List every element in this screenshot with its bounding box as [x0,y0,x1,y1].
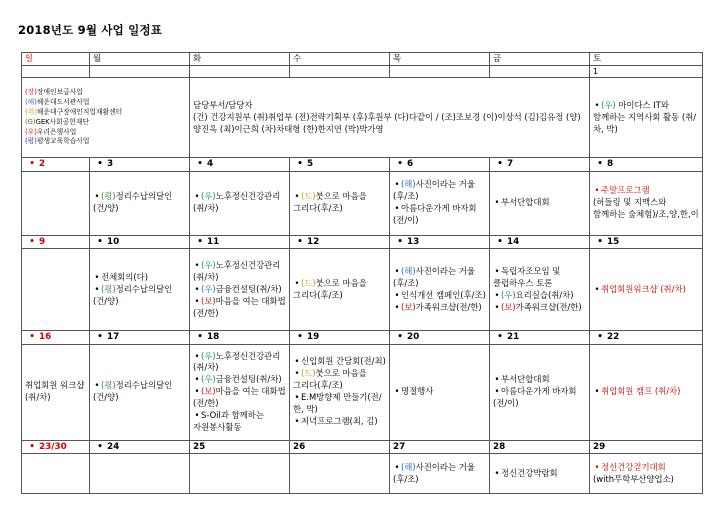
page-title: 2018년도 9월 사업 일정표 [18,23,163,37]
event-item: • (드)붓으로 마음을 그리다(후/조) [293,191,367,214]
event-item: • (해)사진이라는 거울(후/조) [393,461,475,484]
event-item: • 취업회원 캠프 (취/차) [594,386,681,397]
event-item: • (보)가족워크샵(전/한) [494,301,582,312]
day-number: • 13 [390,235,490,248]
day-number: • 3 [90,158,190,171]
weekday-header-sat: 토 [590,53,703,66]
event-item: 취업회원 워크샵 (취/차) [25,380,85,403]
legend-item: (위)해운대구장애인직업재활센터 [25,107,123,116]
event-item: • 명절행사 [394,386,434,397]
event-cell [490,344,590,440]
day-number: • 19 [290,331,390,344]
event-item: • 아름다운가게 바자회(전/이) [493,386,577,409]
event-item: • (우)금융컨설팅(취/차) [194,283,282,294]
event-cell [90,171,190,235]
event-item: • 아름다운가게 바자회(전/이) [393,203,477,226]
event-item: • (드)붓으로 마음을 그리다(후/조) [293,368,367,391]
event-cell [590,344,703,440]
day-number: 25 [190,440,290,453]
weekday-header-thu: 목 [390,53,490,66]
event-item: • (우)요리실습(취/차) [494,289,574,300]
week1-number-row [22,158,703,171]
staff-text: (건) 건강지원부 (취)취업부 (전)전략기획부 (후)후원부 (다)다같이 / (조)조보경 (이)이상석 (김)김유정 (양)양진옥 (최)이근희 (차)차태형 (한)한지연 (박)박가영 [193,111,581,134]
event-item: • (해)사진이라는 거울(후/조) [393,265,475,288]
legend-item: (G)GEK사회공헌재단 [25,117,89,126]
staff-info-cell [190,78,590,158]
day-number-sat-1: 1 [590,65,703,77]
event-item: • 신입회원 간담회(전/최) [294,356,386,367]
week2-number-row [22,235,703,248]
day-number: • 11 [190,235,290,248]
day-number: • 10 [90,235,190,248]
event-cell [590,454,703,494]
event-cell [590,249,703,331]
event-cell [390,344,490,440]
day-number: • 16 [22,331,90,344]
day-cell-empty [90,65,190,77]
event-item: • (우) 마이다스 IT와 함께하는 지역사회 활동 (취/차, 박) [593,99,697,134]
day-number: • 24 [90,440,190,453]
event-item: • 인식개선 캠페인(후/조) [394,289,486,300]
schedule-table [21,52,703,494]
day-number: 27 [390,440,490,453]
event-cell [390,171,490,235]
day-number: • 14 [490,235,590,248]
event-cell [190,344,290,440]
day-number: • 21 [490,331,590,344]
legend-item: (우)우리은행사업 [25,127,77,136]
weekday-header-tue: 화 [190,53,290,66]
day-cell-empty [290,65,390,77]
event-cell [590,78,703,158]
day-cell-empty [22,249,90,331]
event-item: • E.M방향제 만들기(전/한, 박) [293,392,382,415]
week1-content-row [22,171,703,235]
week2-content-row [22,249,703,331]
week4-number-row [22,440,703,453]
event-item: • 정신건강박람회 [494,467,558,478]
event-cell [290,171,390,235]
day-number: • 17 [90,331,190,344]
event-item: • (평)정리수납의달인(건/양) [93,380,173,403]
event-item: • (드)붓으로 마음을 그리다(후/조) [293,277,367,300]
event-item: • 주말프로그램 [594,185,650,196]
day-number: • 2 [22,158,90,171]
event-item: • S-Oil과 함께하는 자원봉사활동 [193,410,264,433]
event-item: (with무학부산양업소) [593,473,674,484]
legend-item: (평)평생교육학습사업 [25,137,90,146]
event-item: • (평)정리수납의달인(건/양) [93,191,173,214]
event-cell [190,249,290,331]
day-cell-empty [190,65,290,77]
day-number: • 5 [290,158,390,171]
staff-title: 담당부서/담당자 [193,99,253,110]
day-cell-empty [490,65,590,77]
event-cell [590,171,703,235]
weekday-header-fri: 금 [490,53,590,66]
day-cell-empty [90,454,190,494]
event-cell [22,344,90,440]
day-number: • 4 [190,158,290,171]
event-item: • (해)사진이라는 거울(후/조) [393,179,475,202]
day-number: 28 [490,440,590,453]
day-number: • 23/30 [22,440,90,453]
event-cell [490,454,590,494]
day-number: • 15 [590,235,703,248]
event-cell [190,171,290,235]
day-number: • 18 [190,331,290,344]
event-cell [390,249,490,331]
event-cell [90,344,190,440]
week4-content-row [22,454,703,494]
week0-content-row [22,78,703,158]
event-cell [90,249,190,331]
day-number: • 20 [390,331,490,344]
legend-item: (장)장애인보급사업 [25,88,83,97]
day-number: • 22 [590,331,703,344]
day-cell-empty [22,454,90,494]
event-cell [490,249,590,331]
event-item: • (우)노후정신건강관리 (취/차) [193,259,281,282]
event-item: • (보)마음을 여는 대화법(전/한) [193,295,286,318]
day-number: • 7 [490,158,590,171]
event-item: (허들링 및 지맥스와 함께하는 숲체험)/조,양,한,이 [593,197,699,220]
week3-content-row [22,344,703,440]
weekday-header-mon: 월 [90,53,190,66]
weekday-header-sun: 일 [22,53,90,66]
event-item: • (평)정리수납의달인(건/양) [93,283,173,306]
day-cell-empty [390,65,490,77]
legend-item: (해)해운대도서관사업 [25,98,90,107]
day-cell-empty [22,171,90,235]
event-item: • (우)금융컨설팅(취/차) [194,374,282,385]
event-item: • 정신건강걷기대회 [594,461,666,472]
event-cell [490,171,590,235]
event-cell [390,454,490,494]
event-item: • (보)가족워크샵(전/한) [394,301,482,312]
day-number: • 6 [390,158,490,171]
day-number: • 9 [22,235,90,248]
event-item: • 전체회의(다) [94,271,148,282]
event-item: • 독립자조모임 및 클럽하우스 토론 [493,265,561,288]
event-cell [290,344,390,440]
event-item: • 취업회원워크샵 (취/차) [594,283,686,294]
week0-number-row [22,65,703,77]
weekday-header-row [22,53,703,66]
event-item: • 부서단합대회 [494,197,550,208]
event-item: • (우)노후정신건강관리 (취/차) [193,191,281,214]
event-item: • 부서단합대회 [494,374,550,385]
event-item: • 저녁프로그램(최, 김) [294,416,378,427]
event-item: • (보)마음을 여는 대화법(전/한) [193,386,286,409]
day-number: 29 [590,440,703,453]
event-item: • (우)노후정신건강관리 (취/차) [193,350,281,373]
legend-cell [22,78,190,158]
week3-number-row [22,331,703,344]
day-cell-empty [290,454,390,494]
event-cell [290,249,390,331]
day-number: 26 [290,440,390,453]
day-cell-empty [190,454,290,494]
day-number: • 8 [590,158,703,171]
day-number: • 12 [290,235,390,248]
weekday-header-wed: 수 [290,53,390,66]
day-cell-empty [22,65,90,77]
